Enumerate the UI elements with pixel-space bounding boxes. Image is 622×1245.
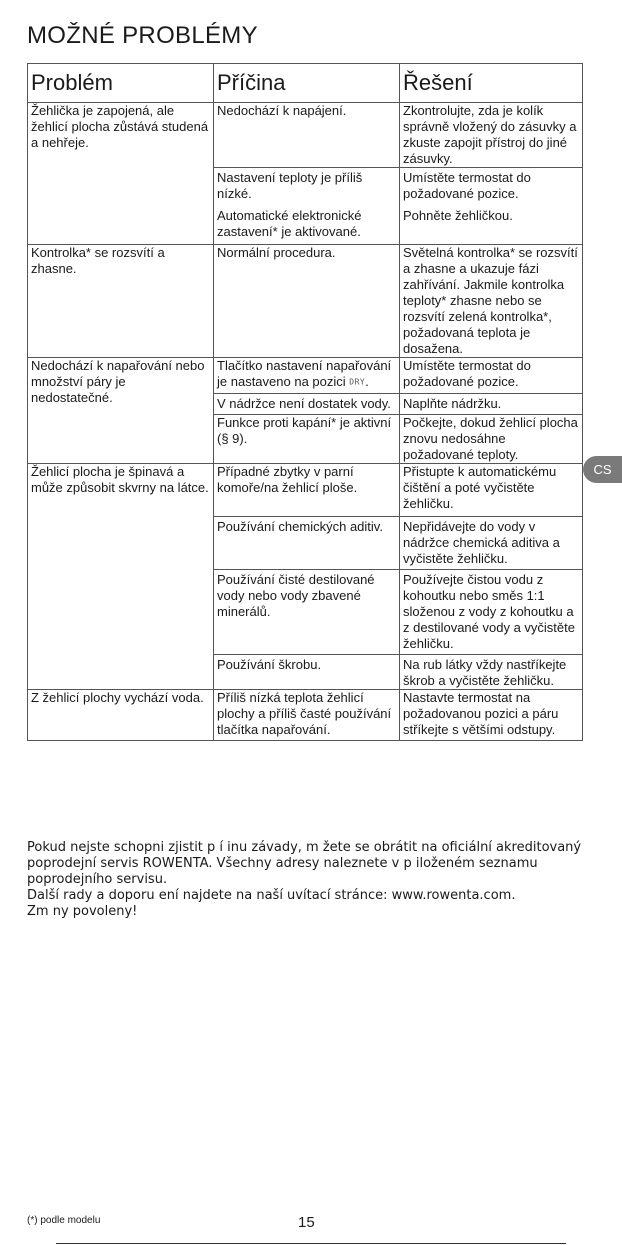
footer-changes-note: Zm ny povoleny!	[27, 904, 138, 919]
cause-suffix: .	[365, 374, 369, 389]
footer-text	[27, 840, 587, 920]
table-row	[28, 103, 583, 168]
cause-cell: V nádržce není dostatek vody.	[214, 393, 400, 414]
cause-cell: Funkce proti kapání* je aktivní (§ 9).	[214, 414, 400, 463]
cause-cell	[214, 358, 400, 394]
header-cause: Příčina	[214, 64, 400, 103]
bottom-divider	[56, 1243, 566, 1244]
problem-cell: Z žehlicí plochy vychází voda.	[28, 689, 214, 740]
page-number: 15	[298, 1214, 315, 1231]
table-row	[28, 689, 583, 740]
problem-cell: Nedochází k napařování nebo množství páry je nedostatečné.	[28, 358, 214, 464]
solution-cell: Používejte čistou vodu z kohoutku nebo směs 1:1 složenou z vody z kohoutku a z destilované vody a vyčistěte žehličku.	[400, 569, 583, 654]
problem-cell: Žehlička je zapojená, ale žehlicí plocha zůstává studená a nehřeje.	[28, 103, 214, 245]
footer-website-note: Další rady a doporu ení najdete na naší uvítací stránce: www.rowenta.com.	[27, 888, 516, 903]
language-tab-cs: CS	[583, 456, 622, 483]
footnote: (*) podle modelu	[27, 1215, 101, 1226]
solution-cell: Počkejte, dokud žehlicí plocha znovu nedosáhne požadované teploty.	[400, 414, 583, 463]
solution-cell: Nastavte termostat na požadovanou pozici a páru stříkejte s většími odstupy.	[400, 689, 583, 740]
problem-cell: Kontrolka* se rozsvítí a zhasne.	[28, 245, 214, 358]
cause-cell: Normální procedura.	[214, 245, 400, 358]
solution-cell: Pohněte žehličkou.	[400, 202, 583, 245]
dry-steam-icon: DRY	[349, 377, 366, 387]
solution-cell: Umístěte termostat do požadované pozice.	[400, 168, 583, 203]
cause-cell: Příliš nízká teplota žehlicí plochy a příliš časté používání tlačítka napařování.	[214, 689, 400, 740]
cause-cell: Používání čisté destilované vody nebo vody zbavené minerálů.	[214, 569, 400, 654]
solution-cell: Na rub látky vždy nastříkejte škrob a vyčistěte žehličku.	[400, 654, 583, 689]
cause-cell: Používání chemických aditiv.	[214, 516, 400, 569]
table-body	[28, 103, 583, 741]
table-row	[28, 245, 583, 358]
header-solution: Řešení	[400, 64, 583, 103]
cause-cell: Používání škrobu.	[214, 654, 400, 689]
solution-cell: Přistupte k automatickému čištění a poté vyčistěte žehličku.	[400, 463, 583, 516]
table-row	[28, 358, 583, 394]
footer-service-note: Pokud nejste schopni zjistit p í inu závady, m žete se obrátit na oficiální akreditovaný poprodejní servis ROWENTA. Všechny adresy naleznete v p iloženém seznamu poprodejního servisu.	[27, 840, 582, 887]
table-header-row	[28, 64, 583, 103]
table-row	[28, 463, 583, 516]
problem-cell: Žehlicí plocha je špinavá a může způsobit skvrny na látce.	[28, 463, 214, 689]
cause-cell: Nedochází k napájení.	[214, 103, 400, 168]
cause-cell: Automatické elektronické zastavení* je aktivované.	[214, 202, 400, 245]
header-problem: Problém	[28, 64, 214, 103]
cause-cell: Případné zbytky v parní komoře/na žehlicí ploše.	[214, 463, 400, 516]
cause-cell: Nastavení teploty je příliš nízké.	[214, 168, 400, 203]
troubleshooting-table	[27, 63, 583, 741]
page-title: MOŽNÉ PROBLÉMY	[27, 22, 258, 49]
solution-cell: Umístěte termostat do požadované pozice.	[400, 358, 583, 394]
solution-cell: Nepřidávejte do vody v nádržce chemická aditiva a vyčistěte žehličku.	[400, 516, 583, 569]
solution-cell: Naplňte nádržku.	[400, 393, 583, 414]
cause-text: Tlačítko nastavení napařování je nastaveno na pozici	[217, 358, 392, 389]
solution-cell: Světelná kontrolka* se rozsvítí a zhasne a ukazuje fázi zahřívání. Jakmile kontrolka teploty* zhasne nebo se rozsvítí zelená kontrolka*, požadovaná teplota je dosažena.	[400, 245, 583, 358]
solution-cell: Zkontrolujte, zda je kolík správně vložený do zásuvky a zkuste zapojit přístroj do jiné zásuvky.	[400, 103, 583, 168]
